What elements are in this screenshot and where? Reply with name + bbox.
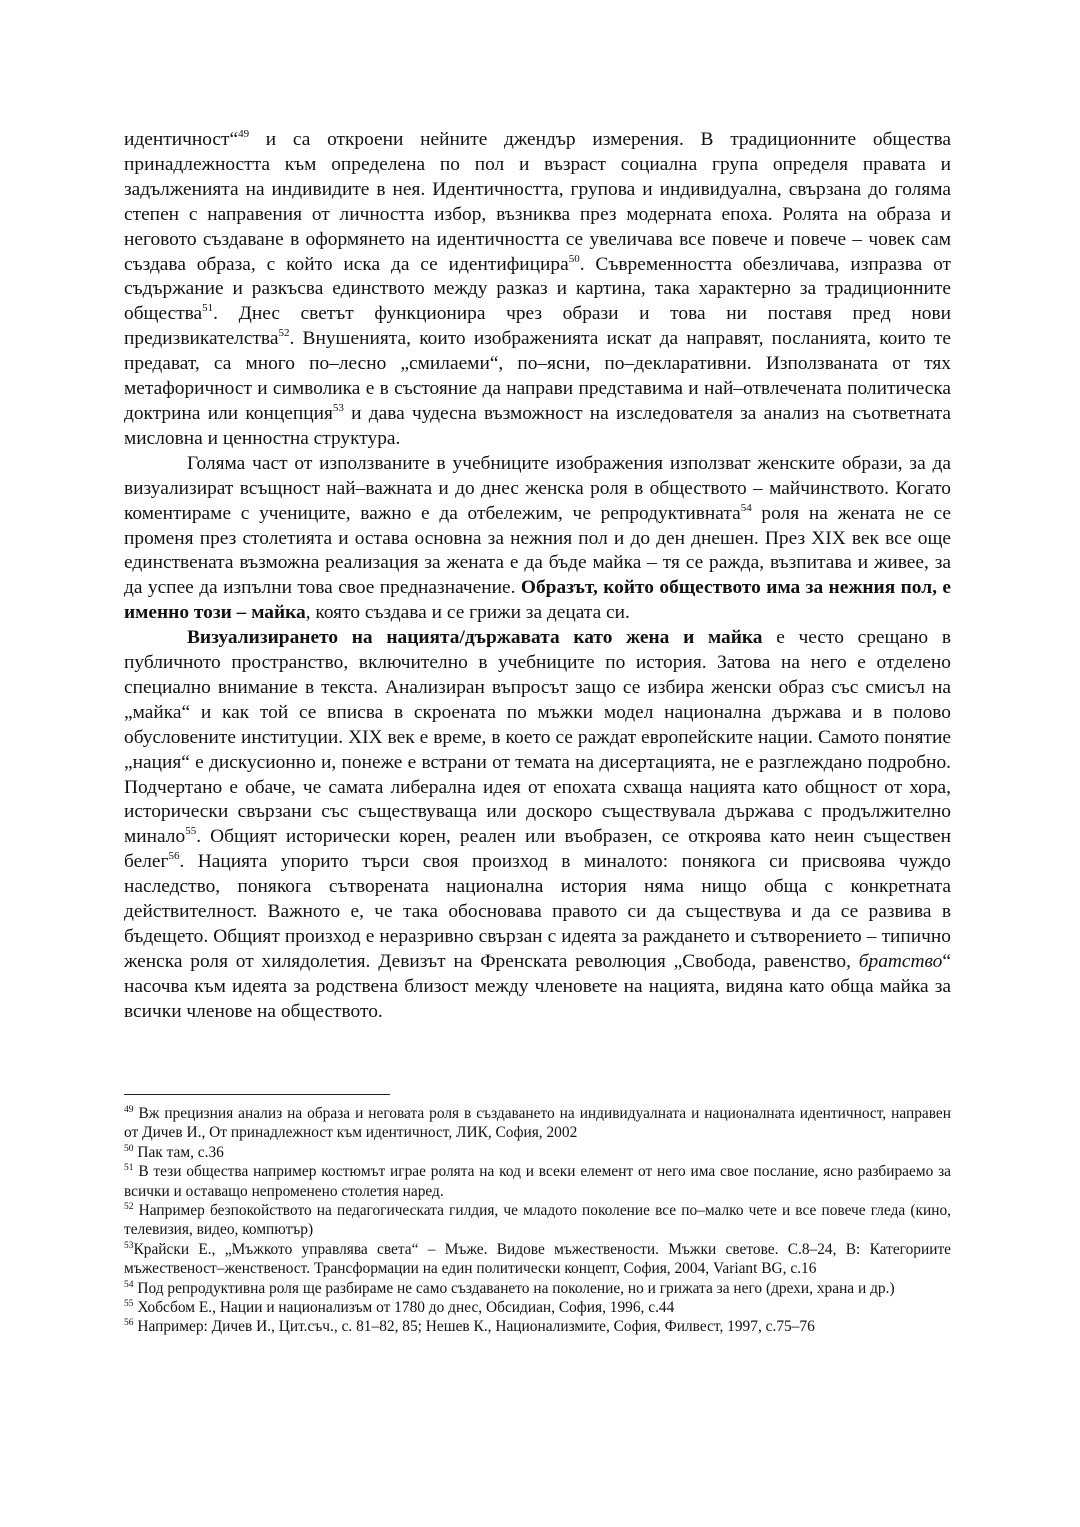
text-run: . Внушенията, които изображенията искат да направят, посланията, които те предават, са много по–лесно „смилаеми“, по–ясни, по–декларативни. Използваната от тях метафоричност и символика е в състояние да направи представима и най–отвлечената политическа доктрина или концепция — [124, 328, 951, 424]
footnote-50 — [124, 1143, 951, 1162]
footnote-54 — [124, 1279, 951, 1298]
footnote-text: Крайски Е., „Мъжкото управлява света“ – Мъже. Видове мъжествености. Мъжки светове. С.8–24, В: Категориите мъжественост–женственост. Трансформации на един политически концепт, София, 2004, Variant BG, с.16 — [124, 1240, 951, 1278]
paragraph-p1 — [124, 128, 951, 452]
paragraph-p2 — [124, 452, 951, 626]
footnote-number: 55 — [124, 1299, 134, 1310]
footnote-56 — [124, 1317, 951, 1336]
italic-text: братство — [858, 950, 943, 972]
footnote-number: 49 — [124, 1105, 134, 1115]
text-run: , която създава и се грижи за децата си. — [305, 602, 630, 624]
text-run: и са откроени нейните джендър измерения. В традиционните общества принадлежността към определена по пол и възраст социална група определя правата и задълженията на индивидите в нея. Идентичността, групова и индивидуална, свързана до голяма степен с направения от личността избор, възниква през модерната епоха. Ролята на образа и неговото създаване в оформянето на идентичността се увеличава все повече и повече – човек сам създава образа, с който иска да се идентифицира — [124, 129, 951, 275]
paragraph-p3 — [124, 626, 951, 1025]
footnote-number: 56 — [124, 1318, 134, 1329]
text-run: . Съвременността обезличава, изпразва от съдържание и разкъсва единството между разказ и картина, така характерно за традиционните общества — [124, 253, 952, 325]
text-run: идентичност“ — [124, 129, 239, 150]
footnote-52 — [124, 1201, 951, 1240]
footnote-ref: 49 — [238, 128, 250, 140]
footnote-number: 52 — [124, 1202, 134, 1213]
footnote-text: Например: Дичев И., Цит.съч., с. 81–82, 85; Нешев К., Национализмите, София, Филвест, 1997, с.75–76 — [137, 1318, 815, 1336]
text-run: роля на жената не се променя през столетията и остава основна за нежния пол и до ден днешен. През XIX век все още единствената възможна реализация за жената е да бъде майка – тя се ражда, възпитава и живее, за да успее да изпълни това свое предназначение. — [124, 502, 951, 599]
footnote-49 — [124, 1104, 951, 1143]
footnote-number: 54 — [124, 1279, 134, 1290]
footnote-53 — [124, 1240, 951, 1279]
text-run: е често срещано в публичното пространство, включително в учебниците по история. Затова на него е отделено специално внимание в текста. Анализиран въпросът защо се избира женски образ със смисъл на „майка“ и как той се вписва в скроената по мъжки модел национална държава и в полово обусловените институции. XIX век е време, в което се раждат европейските нации. Самото понятие „нация“ е дискусионно и, понеже е встрани от темата на дисертацията, не е разглеждано подробно. Подчертано е обаче, че самата либерална идея от епохата схваща нацията като общност от хора, исторически свързани със съществуваща или доскоро съществувала държава с продължително минало — [124, 627, 951, 848]
footnote-text: Вж прецизния анализ на образа и неговата роля в създаването на индивидуалната и националната идентичност, направен от Дичев И., От принадлежност към идентичност, ЛИК, София, 2002 — [124, 1105, 951, 1142]
footnote-text: Хобсбом Е., Нации и национализъм от 1780 до днес, Обсидиан, София, 1996, с.44 — [137, 1299, 675, 1317]
footnote-text: Пак там, с.36 — [137, 1143, 224, 1161]
bold-text: Образът, който обществото има за нежния пол, е именно този – майка — [124, 577, 951, 624]
footnote-ref: 55 — [185, 825, 197, 838]
footnote-55 — [124, 1298, 951, 1317]
text-run: “ насочва към идеята за родствена близост между членовете на нацията, видяна като обща майка за всички членове на обществото. — [124, 950, 951, 1022]
text-run: . Днес светът функционира чрез образи и това ни поставя пред нови предизвикателства — [124, 303, 951, 350]
footnotes — [124, 1104, 951, 1337]
footnote-ref: 53 — [332, 401, 344, 414]
text-run: . Общият исторически корен, реален или въобразен, се откроява като неин съществен белег — [124, 826, 951, 873]
footnote-text: В тези общества например костюмът играе ролята на код и всеки елемент от него има свое послание, ясно разбираемо за всички и оставащо непроменено столетия наред. — [124, 1163, 951, 1200]
footnote-number: 53 — [124, 1240, 134, 1251]
body-text — [124, 128, 951, 1025]
footnote-separator — [124, 1094, 390, 1095]
bold-text: Визуализирането на нацията/държавата като жена и майка — [187, 627, 763, 649]
text-run: . Нацията упорито търси своя произход в миналото: понякога си присвоява чуждо наследство, понякога сътворената национална история няма нищо обща с конкретната действителност. Важното е, че така обосновава правото си да съществува и да се развива в бъдещето. Общият произход е неразривно свързан с идеята за раждането и сътворението – типично женска роля от хилядолетия. Девизът на Френската революция „Свобода, равенство, — [124, 851, 951, 972]
footnote-text: Под репродуктивна роля ще разбираме не само създаването на поколение, но и грижата за него (дрехи, храна и др.) — [137, 1279, 895, 1297]
footnote-text: Например безпокойството на педагогическата гилдия, че младото поколение все по–малко чете и все повече гледа (кино, телевизия, видео, компютър) — [124, 1202, 951, 1239]
footnote-ref: 50 — [568, 252, 580, 265]
text-run: Голяма част от използваните в учебниците изображения използват женските образи, за да визуализират всъщност най–важната и до днес женска роля в обществото – майчинството. Когато коментираме с учениците, важно е да отбележим, че репродуктивната — [124, 452, 951, 524]
footnote-ref: 54 — [740, 501, 752, 514]
footnote-51 — [124, 1162, 951, 1201]
footnote-ref: 56 — [168, 850, 180, 863]
footnote-number: 51 — [124, 1163, 134, 1174]
footnote-ref: 52 — [278, 327, 290, 340]
footnote-ref: 51 — [202, 302, 214, 315]
text-run: и дава чудесна възможност на изследователя за анализ на съответната мисловна и ценностна структура. — [124, 402, 951, 449]
footnote-number: 50 — [124, 1143, 134, 1154]
